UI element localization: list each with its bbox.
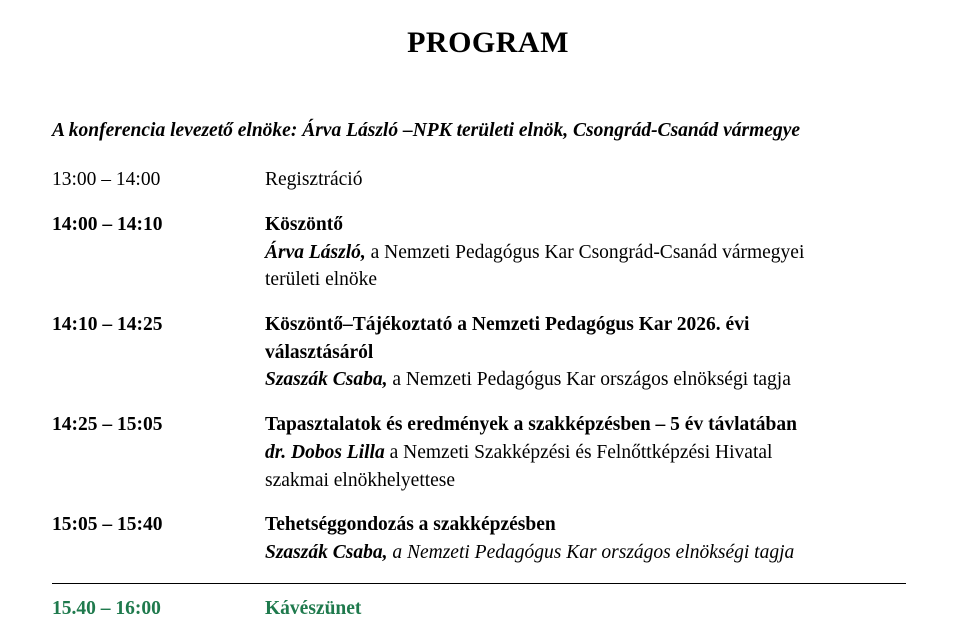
break-row-time: 15.40 – 16:00 bbox=[52, 597, 161, 619]
schedule-row-speaker-line bbox=[265, 239, 920, 267]
section-divider bbox=[52, 583, 906, 584]
schedule-row-time: 13:00 – 14:00 bbox=[52, 169, 161, 191]
schedule-row-speaker-line-cont: szakmai elnökhelyettese bbox=[265, 469, 456, 491]
schedule-row-title: Regisztráció bbox=[265, 169, 363, 191]
speaker-name: Szaszák Csaba, bbox=[265, 541, 388, 563]
schedule-row-description bbox=[265, 511, 920, 566]
schedule-row-time: 15:05 – 15:40 bbox=[52, 514, 163, 536]
schedule-row-time: 14:00 – 14:10 bbox=[52, 214, 163, 235]
schedule-row-speaker-line bbox=[265, 439, 920, 467]
break-row-label: Kávészünet bbox=[265, 597, 362, 619]
speaker-affiliation: a Nemzeti Pedagógus Kar országos elnökségi tagja bbox=[387, 541, 795, 563]
schedule-row-description bbox=[265, 311, 920, 394]
program-schedule bbox=[0, 166, 976, 566]
conference-chair-note: A konferencia levezető elnöke: Árva László –NPK területi elnök, Csongrád-Csanád vármegye bbox=[52, 120, 800, 141]
schedule-row-description bbox=[265, 211, 920, 294]
speaker-name: dr. Dobos Lilla bbox=[265, 441, 385, 463]
schedule-row bbox=[52, 411, 920, 494]
schedule-row-title: Köszöntő–Tájékoztató a Nemzeti Pedagógus Kar 2026. évi bbox=[265, 314, 750, 336]
speaker-affiliation: a Nemzeti Pedagógus Kar Csongrád-Csanád vármegyei bbox=[365, 241, 805, 263]
schedule-row-time: 14:10 – 14:25 bbox=[52, 314, 163, 336]
schedule-row bbox=[52, 311, 920, 394]
speaker-name: Árva László, bbox=[265, 241, 366, 263]
schedule-row-speaker-line bbox=[265, 366, 920, 394]
schedule-row-speaker-line bbox=[265, 539, 920, 567]
schedule-row bbox=[52, 511, 920, 566]
speaker-affiliation: a Nemzeti Szakképzési és Felnőttképzési Hivatal bbox=[384, 441, 773, 463]
speaker-name: Szaszák Csaba, bbox=[265, 369, 388, 391]
schedule-row-title-cont: választásáról bbox=[265, 341, 374, 363]
schedule-row-break bbox=[52, 595, 920, 623]
schedule-row-description bbox=[265, 411, 920, 494]
schedule-row-title: Tehetséggondozás a szakképzésben bbox=[265, 514, 556, 536]
schedule-row-title: Köszöntő bbox=[265, 214, 343, 235]
schedule-row-speaker-line-cont: területi elnöke bbox=[265, 269, 378, 291]
schedule-row-time: 14:25 – 15:05 bbox=[52, 414, 163, 436]
schedule-row-description bbox=[265, 166, 920, 194]
document-page bbox=[0, 16, 976, 640]
schedule-row bbox=[52, 166, 920, 194]
speaker-affiliation: a Nemzeti Pedagógus Kar országos elnökségi tagja bbox=[387, 369, 791, 391]
schedule-row bbox=[52, 211, 920, 294]
schedule-row-title: Tapasztalatok és eredmények a szakképzésben – 5 év távlatában bbox=[265, 414, 797, 436]
page-title: PROGRAM bbox=[407, 26, 569, 59]
